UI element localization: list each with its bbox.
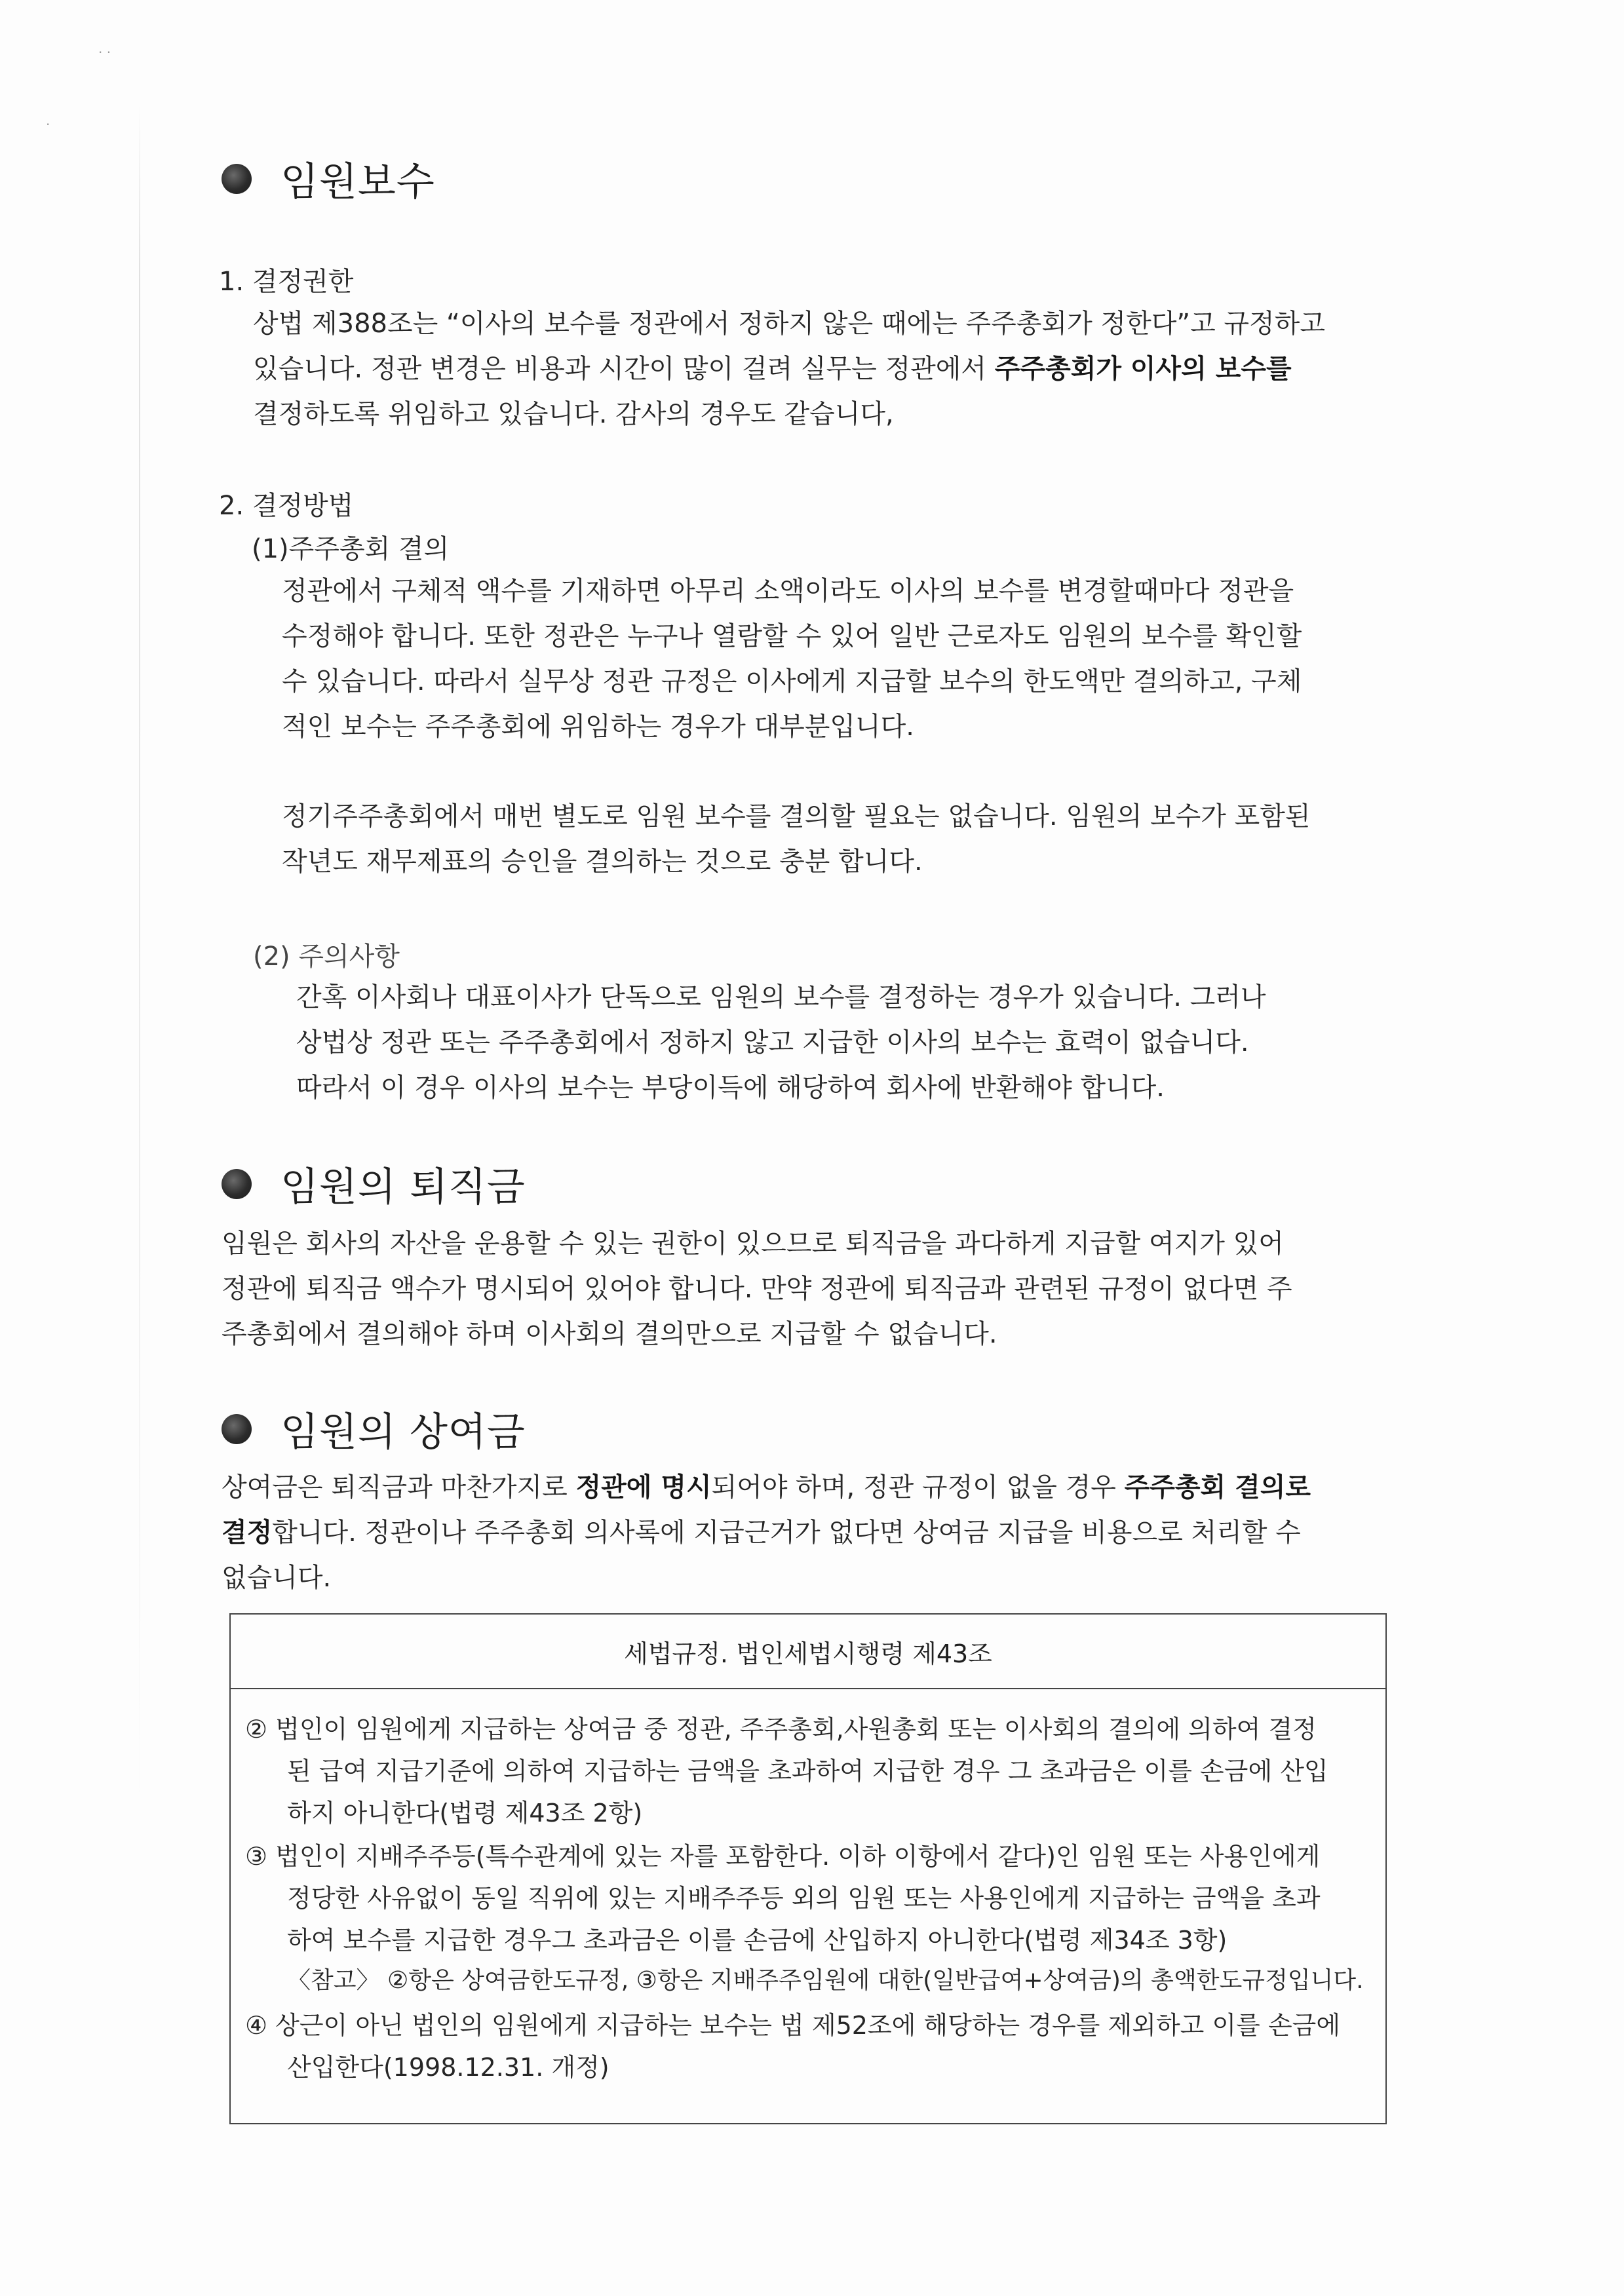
text-line: 없습니다. xyxy=(222,1563,332,1593)
text-line xyxy=(222,1465,1311,1510)
text-run: 합니다. 정관이나 주주총회 의사록에 지급근거가 없다면 상여금 지급을 비용으로 처리할 수 xyxy=(272,1518,1301,1548)
paragraph-retirement-pay xyxy=(222,1221,1388,1357)
bullet-icon xyxy=(222,1169,252,1199)
scan-mark-top: · · xyxy=(98,45,111,60)
rule-line: 하여 보수를 지급한 경우그 초과금은 이를 손금에 산입하지 아니한다(법령 제34조 3항) xyxy=(287,1926,1228,1955)
paragraph-shareholder-resolution xyxy=(282,569,1387,750)
section-title: 임원보수 xyxy=(280,159,435,205)
tax-rule-box xyxy=(229,1613,1387,2124)
bold-text: 결정 xyxy=(222,1518,273,1548)
bullet-icon xyxy=(222,164,252,194)
rule-line: ④ 상근이 아닌 법인의 임원에게 지급하는 보수는 법 제52조에 해당하는 경우를 제외하고 이를 손금에 xyxy=(245,2011,1341,2040)
rule-line: 〈참고〉 ②항은 상여금한도규정, ③항은 지배주주임원에 대한(일반급여+상여금)의 총액한도규정입니다. xyxy=(287,1967,1364,1994)
tax-rule-box-title: 세법규정. 법인세법시행령 제43조 xyxy=(231,1615,1385,1689)
bullet-icon xyxy=(222,1414,252,1444)
rule-line: ③ 법인이 지배주주등(특수관계에 있는 자를 포함한다. 이하 이항에서 같다)인 임원 또는 사용인에게 xyxy=(245,1842,1321,1871)
text-line: 수 있습니다. 따라서 실무상 정관 규정은 이사에게 지급할 보수의 한도액만 결의하고, 구체 xyxy=(282,666,1302,697)
text-line: 결정하도록 위임하고 있습니다. 감사의 경우도 같습니다, xyxy=(253,399,894,429)
text-line: 따라서 이 경우 이사의 보수는 부당이득에 해당하여 회사에 반환해야 합니다. xyxy=(296,1073,1165,1103)
text-line: 상법상 정관 또는 주주총회에서 정하지 않고 지급한 이사의 보수는 효력이 없습니다. xyxy=(296,1027,1249,1058)
rule-line: ② 법인이 임원에게 지급하는 상여금 중 정관, 주주총회,사원총회 또는 이사회의 결의에 의하여 결정 xyxy=(245,1715,1317,1744)
subheading-decision-method: 2. 결정방법 xyxy=(219,491,354,521)
margin-shadow xyxy=(139,105,140,1808)
rule-line: 산입한다(1998.12.31. 개정) xyxy=(287,2053,609,2082)
text-line xyxy=(222,1510,1301,1556)
section-heading-retirement-pay xyxy=(222,1156,526,1212)
subheading-decision-authority: 1. 결정권한 xyxy=(219,267,354,297)
text-line: 임원은 회사의 자산을 운용할 수 있는 권한이 있으므로 퇴직금을 과다하게 지급할 여지가 있어 xyxy=(222,1229,1284,1259)
paragraph-decision-authority xyxy=(253,301,1387,437)
text-run: 되어야 하며, 정관 규정이 없을 경우 xyxy=(711,1472,1125,1502)
text-run: 있습니다. 정관 변경은 비용과 시간이 많이 걸려 실무는 정관에서 xyxy=(253,354,995,384)
section-heading-bonus xyxy=(222,1401,526,1457)
item-shareholder-resolution: (1)주주총회 결의 xyxy=(252,534,450,564)
item-precautions: (2) 주의사항 xyxy=(253,942,400,972)
text-line: 간혹 이사회나 대표이사가 단독으로 임원의 보수를 결정하는 경우가 있습니다. 그러나 xyxy=(296,982,1266,1012)
text-line: 상법 제388조는 “이사의 보수를 정관에서 정하지 않은 때에는 주주총회가 정한다”고 규정하고 xyxy=(253,309,1325,339)
bold-text: 정관에 명시 xyxy=(575,1472,712,1502)
bold-text: 주주총회가 이사의 보수를 xyxy=(994,354,1292,384)
text-run: 상여금은 퇴직금과 마찬가지로 xyxy=(222,1472,576,1502)
text-line: 정관에 퇴직금 액수가 명시되어 있어야 합니다. 만약 정관에 퇴직금과 관련된 규정이 없다면 주 xyxy=(222,1274,1292,1304)
scan-mark-left: · xyxy=(46,117,50,132)
section-heading-compensation xyxy=(222,151,435,207)
text-line: 주총회에서 결의해야 하며 이사회의 결의만으로 지급할 수 없습니다. xyxy=(222,1319,997,1349)
text-line xyxy=(253,347,1292,392)
section-title: 임원의 퇴직금 xyxy=(280,1164,526,1210)
paragraph-precautions xyxy=(296,975,1358,1111)
text-line: 정관에서 구체적 액수를 기재하면 아무리 소액이라도 이사의 보수를 변경할때마다 정관을 xyxy=(282,576,1294,606)
text-line: 수정해야 합니다. 또한 정관은 누구나 열람할 수 있어 일반 근로자도 임원의 보수를 확인할 xyxy=(282,621,1302,651)
paragraph-annual-meeting xyxy=(282,794,1387,885)
section-title: 임원의 상여금 xyxy=(280,1409,526,1455)
text-line: 작년도 재무제표의 승인을 결의하는 것으로 충분 합니다. xyxy=(282,847,923,877)
rule-line: 하지 아니한다(법령 제43조 2항) xyxy=(287,1799,643,1827)
paragraph-bonus xyxy=(222,1465,1388,1601)
rule-line: 정당한 사유없이 동일 직위에 있는 지배주주등 외의 임원 또는 사용인에게 지급하는 금액을 초과 xyxy=(287,1884,1321,1913)
bold-text: 주주총회 결의로 xyxy=(1124,1472,1311,1502)
text-line: 정기주주총회에서 매번 별도로 임원 보수를 결의할 필요는 없습니다. 임원의 보수가 포함된 xyxy=(282,801,1311,832)
rule-line: 된 급여 지급기준에 의하여 지급하는 금액을 초과하여 지급한 경우 그 초과금은 이를 손금에 산입 xyxy=(287,1757,1328,1786)
text-line: 적인 보수는 주주총회에 위임하는 경우가 대부분입니다. xyxy=(282,712,915,742)
